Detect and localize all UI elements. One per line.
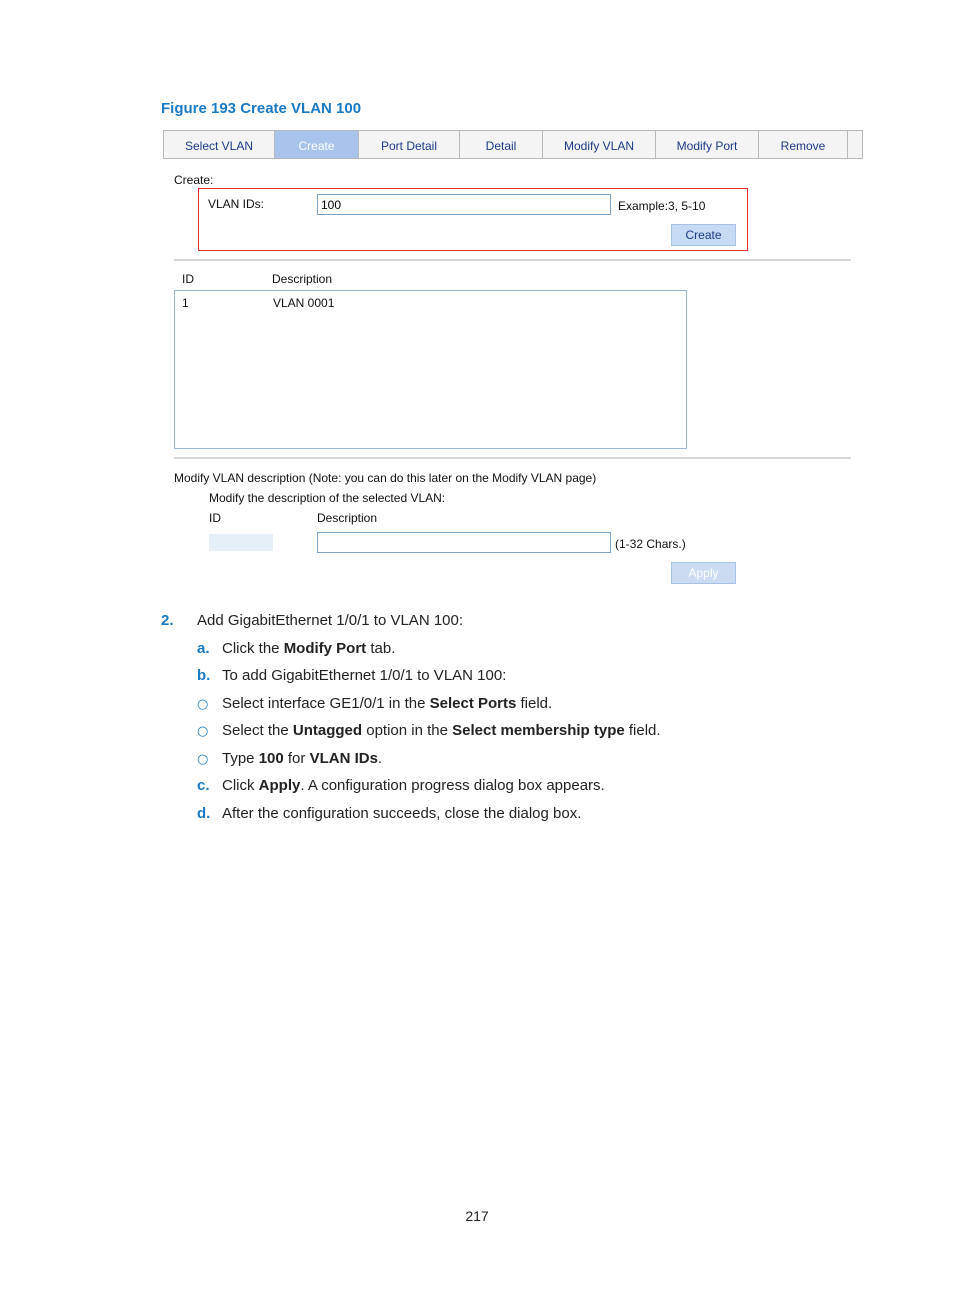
bullet-icon: ○ [197, 697, 209, 712]
step-2-text: Add GigabitEthernet 1/0/1 to VLAN 100: [197, 612, 464, 629]
bullet-icon: ○ [197, 752, 209, 767]
modify-id-field [209, 534, 273, 551]
step-b-number: b. [197, 667, 211, 684]
step-c-text: Click Apply. A configuration progress dialog box appears. [222, 777, 605, 794]
apply-button[interactable]: Apply [671, 562, 736, 584]
vlan-ids-label: VLAN IDs: [208, 197, 265, 211]
modify-subtitle: Modify the description of the selected VLAN: [209, 491, 446, 505]
tab-bar [163, 130, 863, 159]
step-d-number: d. [197, 805, 211, 822]
modify-id-header: ID [209, 511, 221, 525]
bullet-2-text: Select the Untagged option in the Select membership type field. [222, 722, 661, 739]
table-header-id: ID [182, 272, 194, 286]
separator [174, 259, 851, 261]
tab-select-vlan[interactable]: Select VLAN [164, 131, 275, 158]
tab-create[interactable]: Create [275, 131, 359, 158]
tab-modify-port[interactable]: Modify Port [656, 131, 759, 158]
figure-caption: Figure 193 Create VLAN 100 [161, 100, 362, 117]
step-b-text: To add GigabitEthernet 1/0/1 to VLAN 100: [222, 667, 507, 684]
create-section-label: Create: [174, 173, 214, 187]
vlan-ids-input[interactable] [317, 194, 611, 215]
step-a-number: a. [197, 640, 210, 657]
separator [174, 457, 851, 459]
description-hint: (1-32 Chars.) [615, 537, 686, 551]
vlan-ids-example: Example:3, 5-10 [618, 199, 706, 213]
step-2-number: 2. [161, 612, 174, 629]
page-number: 217 [465, 1208, 489, 1224]
modify-description-header: Description [317, 511, 378, 525]
tab-detail[interactable]: Detail [460, 131, 543, 158]
create-button[interactable]: Create [671, 224, 736, 246]
modify-title: Modify VLAN description (Note: you can do this later on the Modify VLAN page) [174, 471, 597, 485]
vlan-list[interactable] [174, 290, 687, 449]
table-row-description[interactable]: VLAN 0001 [273, 296, 335, 310]
bullet-icon: ○ [197, 724, 209, 739]
tab-remove[interactable]: Remove [759, 131, 848, 158]
step-c-number: c. [197, 777, 210, 794]
table-header-description: Description [272, 272, 333, 286]
description-input[interactable] [317, 532, 611, 553]
bullet-1-text: Select interface GE1/0/1 in the Select Ports field. [222, 695, 553, 712]
step-a-text: Click the Modify Port tab. [222, 640, 396, 657]
tab-modify-vlan[interactable]: Modify VLAN [543, 131, 656, 158]
tab-port-detail[interactable]: Port Detail [359, 131, 460, 158]
step-d-text: After the configuration succeeds, close the dialog box. [222, 805, 582, 822]
table-row-id[interactable]: 1 [182, 296, 189, 310]
bullet-3-text: Type 100 for VLAN IDs. [222, 750, 383, 767]
